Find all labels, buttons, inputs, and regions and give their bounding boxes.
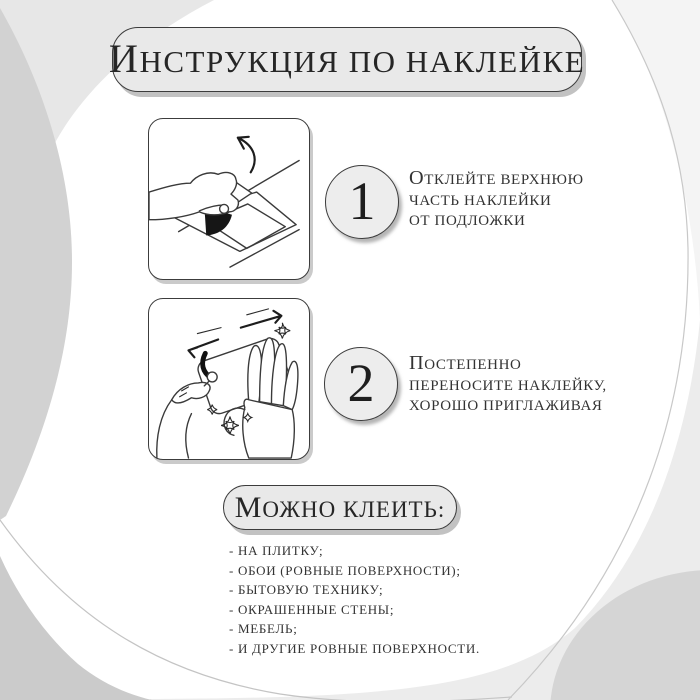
holding-hand [157, 372, 217, 458]
step2-number-badge [324, 347, 398, 421]
caption-line: ХОРОШО ПРИГЛАЖИВАЯ [409, 398, 603, 414]
title-banner [108, 27, 586, 92]
step1-number: 1 [348, 171, 376, 231]
step2-caption [409, 353, 609, 417]
step2-number: 2 [347, 353, 375, 413]
page-title: ИНСТРУКЦИЯ ПО НАКЛЕЙКЕ [108, 36, 586, 82]
caption-line: ОТ ПОДЛОЖКИ [409, 213, 526, 229]
list-item: - ОБОИ (РОВНЫЕ ПОВЕРХНОСТИ); [229, 562, 461, 578]
top-right-light-shape [612, 0, 700, 320]
step1-illustration-box [148, 118, 310, 280]
list-item: - НА ПЛИТКУ; [229, 543, 324, 558]
step2-illustration-box [148, 298, 310, 460]
caption-line: ЧАСТЬ НАКЛЕЙКИ [409, 192, 552, 209]
step1-number-badge [325, 165, 399, 239]
bottom-left-wedge-shape [0, 556, 152, 700]
list-item: - МЕБЕЛЬ; [229, 621, 298, 637]
list-item: - БЫТОВУЮ ТЕХНИКУ; [229, 582, 384, 598]
caption-line: ПОСТЕПЕННО [409, 352, 522, 374]
step1-caption [409, 168, 609, 232]
list-item: - ОКРАШЕННЫЕ СТЕНЫ; [229, 601, 395, 617]
caption-line: ОТКЛЕЙТЕ ВЕРХНЮЮ [409, 167, 584, 189]
peel-sticker-corner-icon [149, 119, 309, 279]
surfaces-list [229, 541, 480, 659]
smooth-sticker-hands-icon [149, 299, 309, 459]
list-item: - И ДРУГИЕ РОВНЫЕ ПОВЕРХНОСТИ. [229, 640, 480, 656]
surfaces-heading-banner [223, 485, 457, 530]
pinching-hand [149, 173, 238, 220]
surfaces-heading: МОЖНО КЛЕИТЬ: [234, 490, 446, 524]
caption-line: ПЕРЕНОСИТЕ НАКЛЕЙКУ, [409, 377, 607, 394]
